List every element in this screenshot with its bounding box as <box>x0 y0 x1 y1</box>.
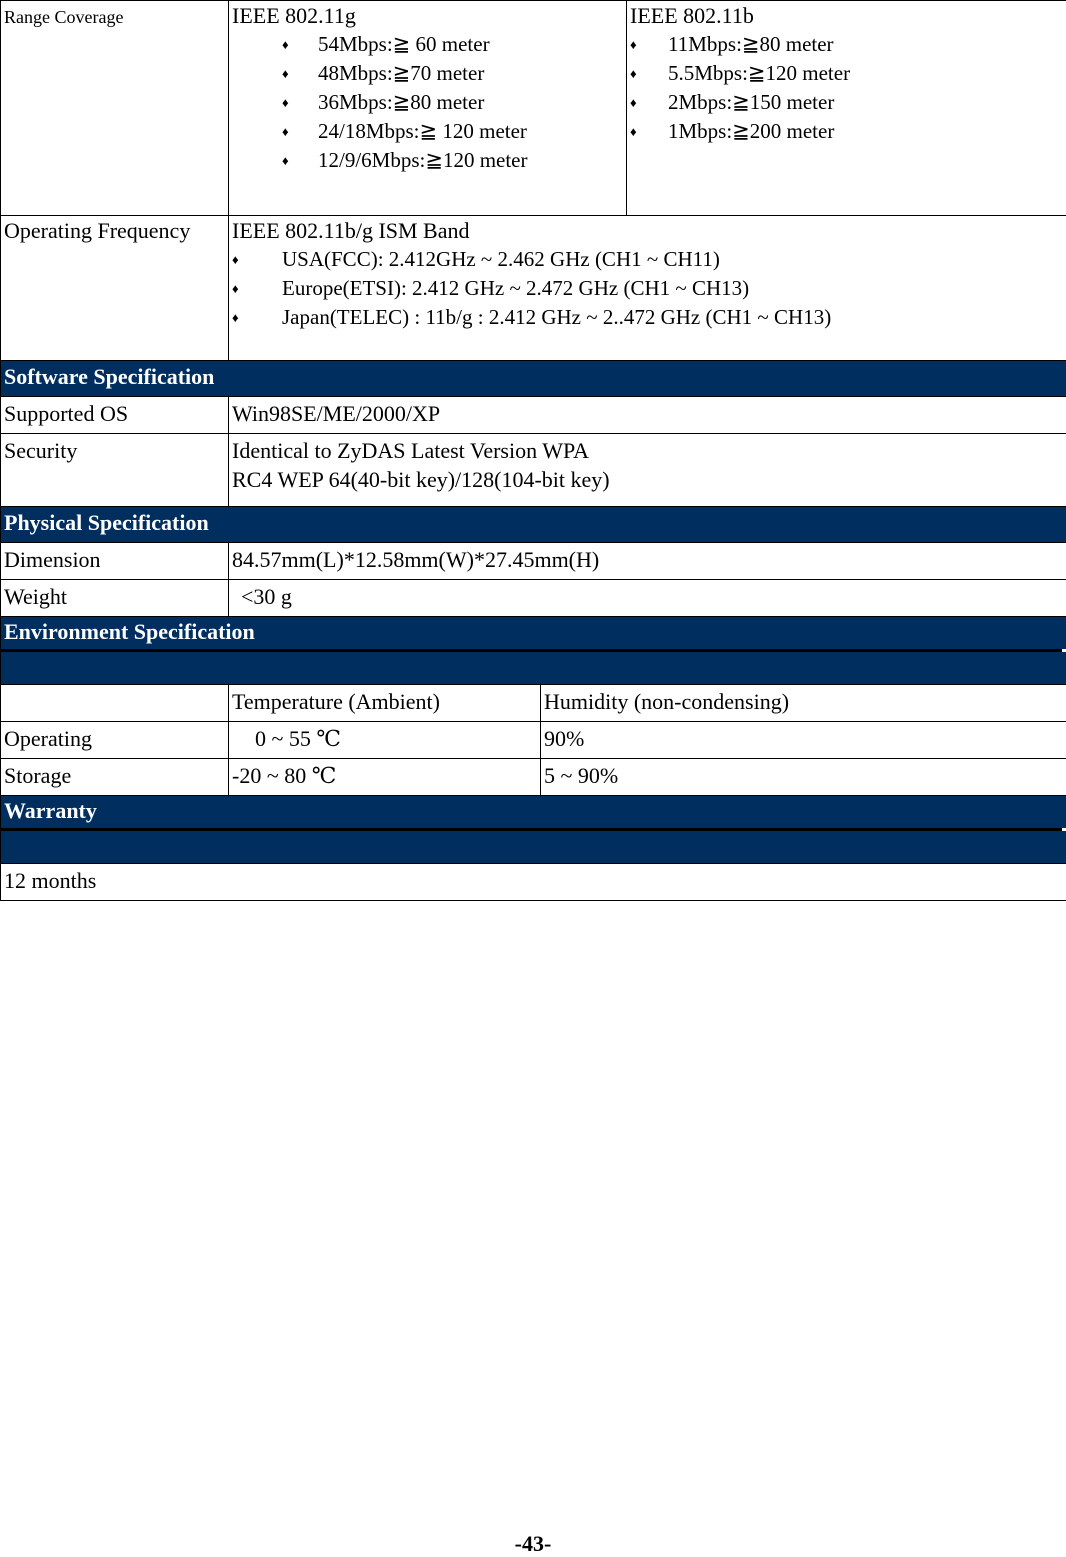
weight-label: Weight <box>1 580 229 617</box>
list-item: ♦ 24/18Mbps:≧ 120 meter <box>232 117 626 146</box>
list-item: ♦ 48Mbps:≧70 meter <box>232 59 626 88</box>
row-supported-os <box>1 397 1066 434</box>
diamond-bullet-icon: ♦ <box>630 88 637 117</box>
dimension-label: Dimension <box>1 543 229 580</box>
security-value <box>229 434 1066 507</box>
section-band <box>1 652 1066 684</box>
storage-label: Storage <box>1 759 229 796</box>
section-environment <box>1 617 1066 685</box>
list-item: ♦ 5.5Mbps:≧120 meter <box>630 59 1066 88</box>
blank-cell <box>1 685 229 722</box>
frequency-title: IEEE 802.11b/g ISM Band <box>232 216 1066 245</box>
frequency-list <box>232 245 1066 332</box>
section-heading: Warranty <box>1 796 1066 828</box>
warranty-value: 12 months <box>1 864 1066 901</box>
security-label: Security <box>1 434 229 507</box>
range-80211b-title: IEEE 802.11b <box>630 1 1066 30</box>
list-item: ♦ 2Mbps:≧150 meter <box>630 88 1066 117</box>
list-item: ♦ 1Mbps:≧200 meter <box>630 117 1066 146</box>
range-80211g-cell <box>229 1 627 216</box>
diamond-bullet-icon: ♦ <box>232 274 239 303</box>
diamond-bullet-icon: ♦ <box>630 30 637 59</box>
page-number: -43- <box>0 1531 1066 1557</box>
list-item: ♦ 11Mbps:≧80 meter <box>630 30 1066 59</box>
range-80211b-cell <box>627 1 1066 216</box>
section-warranty <box>1 796 1066 864</box>
storage-temperature: -20 ~ 80 ℃ <box>229 759 541 796</box>
diamond-bullet-icon: ♦ <box>282 59 289 88</box>
row-weight <box>1 580 1066 617</box>
column-header-temperature: Temperature (Ambient) <box>229 685 541 722</box>
section-physical <box>1 507 1066 543</box>
security-line: RC4 WEP 64(40-bit key)/128(104-bit key) <box>232 465 1066 494</box>
range-80211g-list <box>232 30 626 175</box>
diamond-bullet-icon: ♦ <box>282 30 289 59</box>
diamond-bullet-icon: ♦ <box>282 88 289 117</box>
row-range-coverage <box>1 1 1066 216</box>
diamond-bullet-icon: ♦ <box>232 303 239 332</box>
row-storage <box>1 759 1066 796</box>
weight-value: <30 g <box>229 580 1066 617</box>
operating-frequency-cell <box>229 216 1066 361</box>
range-coverage-label: Range Coverage <box>1 1 229 216</box>
row-warranty <box>1 864 1066 901</box>
row-operating-frequency <box>1 216 1066 361</box>
list-item: ♦ 12/9/6Mbps:≧120 meter <box>232 146 626 175</box>
storage-humidity: 5 ~ 90% <box>541 759 1066 796</box>
operating-humidity: 90% <box>541 722 1066 759</box>
operating-temperature: 0 ~ 55 ℃ <box>229 722 541 759</box>
row-security <box>1 434 1066 507</box>
supported-os-label: Supported OS <box>1 397 229 434</box>
range-80211g-title: IEEE 802.11g <box>232 1 626 30</box>
column-header-humidity: Humidity (non-condensing) <box>541 685 1066 722</box>
list-item: ♦ Europe(ETSI): 2.412 GHz ~ 2.472 GHz (CH1 ~ CH13) <box>232 274 1066 303</box>
section-heading: Software Specification <box>1 361 1066 397</box>
row-dimension <box>1 543 1066 580</box>
diamond-bullet-icon: ♦ <box>282 117 289 146</box>
section-software <box>1 361 1066 397</box>
security-line: Identical to ZyDAS Latest Version WPA <box>232 436 1066 465</box>
operating-frequency-label: Operating Frequency <box>1 216 229 361</box>
list-item: ♦ USA(FCC): 2.412GHz ~ 2.462 GHz (CH1 ~ CH11) <box>232 245 1066 274</box>
diamond-bullet-icon: ♦ <box>232 245 239 274</box>
diamond-bullet-icon: ♦ <box>630 117 637 146</box>
list-item: ♦ 36Mbps:≧80 meter <box>232 88 626 117</box>
section-heading: Environment Specification <box>1 617 1066 649</box>
diamond-bullet-icon: ♦ <box>282 146 289 175</box>
range-80211b-list <box>630 30 1066 146</box>
row-environment-header <box>1 685 1066 722</box>
supported-os-value: Win98SE/ME/2000/XP <box>229 397 1066 434</box>
list-item: ♦ 54Mbps:≧ 60 meter <box>232 30 626 59</box>
section-band <box>1 831 1066 863</box>
section-heading: Physical Specification <box>1 507 1066 543</box>
operating-label: Operating <box>1 722 229 759</box>
dimension-value: 84.57mm(L)*12.58mm(W)*27.45mm(H) <box>229 543 1066 580</box>
diamond-bullet-icon: ♦ <box>630 59 637 88</box>
list-item: ♦ Japan(TELEC) : 11b/g : 2.412 GHz ~ 2..472 GHz (CH1 ~ CH13) <box>232 303 1066 332</box>
row-operating <box>1 722 1066 759</box>
